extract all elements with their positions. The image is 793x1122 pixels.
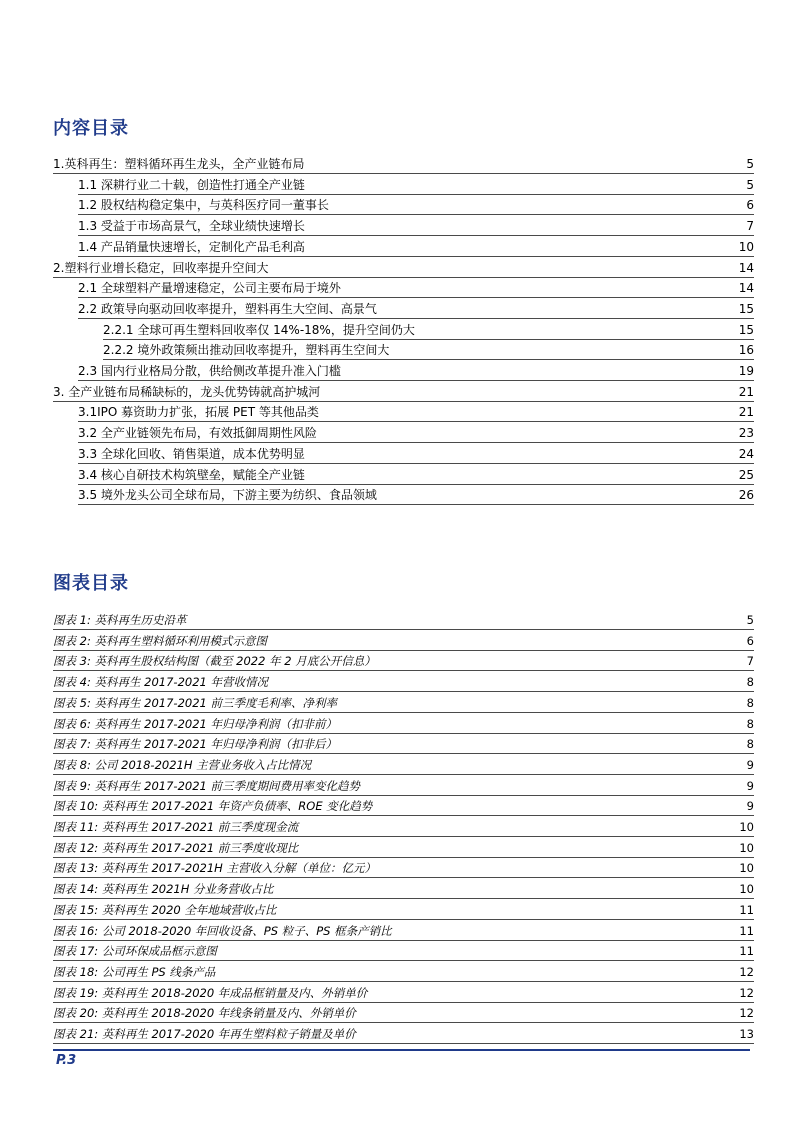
toc-entry-label: 1.2 股权结构稳定集中，与英科医疗同一董事长 xyxy=(78,198,329,213)
toc-entry-page: 14 xyxy=(738,260,754,275)
figure-entry[interactable] xyxy=(53,795,754,816)
toc-entry-label: 3. 全产业链布局稀缺标的，龙头优势铸就高护城河 xyxy=(53,384,321,399)
figure-entry-page: 9 xyxy=(746,757,754,772)
toc-entry[interactable] xyxy=(78,298,754,319)
toc-entry-label: 2.2.1 全球可再生塑料回收率仅 14%-18%，提升空间仍大 xyxy=(103,322,415,337)
figure-entry-label: 图表 6: 英科再生 2017-2021 年归母净利润（扣非前） xyxy=(53,716,337,731)
toc-entry[interactable] xyxy=(53,381,754,402)
toc-title: 内容目录 xyxy=(53,118,129,139)
figures-title: 图表目录 xyxy=(53,573,129,594)
figure-entry[interactable] xyxy=(53,1002,754,1023)
figure-entry-label: 图表 9: 英科再生 2017-2021 前三季度期间费用率变化趋势 xyxy=(53,778,360,793)
figure-entry-label: 图表 12: 英科再生 2017-2021 前三季度收现比 xyxy=(53,840,299,855)
toc-entry[interactable] xyxy=(78,422,754,443)
toc-entry-label: 3.5 境外龙头公司全球布局，下游主要为纺织、食品领域 xyxy=(78,488,377,503)
toc-entry-page: 26 xyxy=(738,488,754,503)
figure-entry[interactable] xyxy=(53,816,754,837)
figure-entry[interactable] xyxy=(53,692,754,713)
toc-entry-label: 3.1IPO 募资助力扩张，拓展 PET 等其他品类 xyxy=(78,405,319,420)
figure-entry[interactable] xyxy=(53,713,754,734)
figure-entry-label: 图表 16: 公司 2018-2020 年回收设备、PS 粒子、PS 框条产销比 xyxy=(53,923,392,938)
figure-entry-page: 13 xyxy=(739,1027,754,1041)
figure-entry-page: 10 xyxy=(739,861,754,876)
figure-entry[interactable] xyxy=(53,650,754,671)
toc-entry-page: 5 xyxy=(746,157,754,171)
figure-entry-label: 图表 14: 英科再生 2021H 分业务营收占比 xyxy=(53,882,274,897)
toc-entry-label: 3.2 全产业链领先布局，有效抵御周期性风险 xyxy=(78,426,317,441)
figure-entry-page: 12 xyxy=(739,964,754,979)
toc-entry-label: 1.4 产品销量快速增长，定制化产品毛利高 xyxy=(78,239,305,254)
toc-entry-label: 2.塑料行业增长稳定，回收率提升空间大 xyxy=(53,260,269,275)
toc-entry[interactable] xyxy=(103,319,754,340)
figure-entry-page: 12 xyxy=(739,1006,754,1021)
figure-entry-page: 11 xyxy=(739,923,754,938)
toc-entry-page: 16 xyxy=(738,343,754,358)
figure-entry-page: 5 xyxy=(746,613,754,627)
toc-entry-page: 24 xyxy=(738,446,754,461)
toc-entry[interactable] xyxy=(78,215,754,236)
figure-entry-label: 图表 2: 英科再生塑料循环利用模式示意图 xyxy=(53,633,268,648)
figure-entry-label: 图表 19: 英科再生 2018-2020 年成品框销量及内、外销单价 xyxy=(53,985,368,1000)
toc-entry[interactable] xyxy=(78,236,754,257)
toc-entry[interactable] xyxy=(78,464,754,485)
toc-entry-label: 1.1 深耕行业二十载，创造性打通全产业链 xyxy=(78,177,305,192)
figure-entry[interactable] xyxy=(53,1023,754,1044)
figure-entry[interactable] xyxy=(53,920,754,941)
figure-entry-label: 图表 4: 英科再生 2017-2021 年营收情况 xyxy=(53,675,268,690)
toc-entry[interactable] xyxy=(78,401,754,422)
toc-entry-label: 3.4 核心自研技术构筑壁垒，赋能全产业链 xyxy=(78,467,305,482)
figure-entry-page: 12 xyxy=(739,985,754,1000)
toc-entry-label: 2.1 全球塑料产量增速稳定，公司主要布局于境外 xyxy=(78,281,341,296)
figure-entry[interactable] xyxy=(53,671,754,692)
toc-entry-label: 2.2.2 境外政策频出推动回收率提升，塑料再生空间大 xyxy=(103,343,390,358)
figure-entry[interactable] xyxy=(53,940,754,961)
figure-entry-label: 图表 17: 公司环保成品框示意图 xyxy=(53,944,217,959)
toc-entry-page: 15 xyxy=(738,322,754,337)
toc-entry-page: 14 xyxy=(738,281,754,296)
figure-entry[interactable] xyxy=(53,899,754,920)
figure-entry-label: 图表 1: 英科再生历史沿革 xyxy=(53,613,187,627)
figure-entry[interactable] xyxy=(53,754,754,775)
figure-entry-page: 8 xyxy=(746,737,754,752)
toc-entry-label: 3.3 全球化回收、销售渠道，成本优势明显 xyxy=(78,446,305,461)
figure-entry-page: 10 xyxy=(739,820,754,834)
figure-entry-label: 图表 8: 公司 2018-2021H 主营业务收入占比情况 xyxy=(53,757,312,772)
figure-entry-page: 7 xyxy=(746,654,754,669)
figure-entry-label: 图表 20: 英科再生 2018-2020 年线条销量及内、外销单价 xyxy=(53,1006,356,1021)
figure-entry[interactable] xyxy=(53,733,754,754)
figure-entry-label: 图表 10: 英科再生 2017-2021 年资产负债率、ROE 变化趋势 xyxy=(53,799,373,814)
figure-entry[interactable] xyxy=(53,857,754,878)
footer-rule xyxy=(53,1049,750,1051)
figure-entry[interactable] xyxy=(53,837,754,858)
figure-entry-page: 9 xyxy=(746,778,754,793)
figure-entry[interactable] xyxy=(53,609,754,630)
figure-entry-page: 10 xyxy=(739,840,754,855)
toc-entry-page: 15 xyxy=(738,301,754,316)
figure-entry-label: 图表 18: 公司再生 PS 线条产品 xyxy=(53,964,216,979)
toc-entry[interactable] xyxy=(103,339,754,360)
toc-entry[interactable] xyxy=(78,484,754,505)
figure-entry-label: 图表 13: 英科再生 2017-2021H 主营收入分解（单位：亿元） xyxy=(53,861,376,876)
toc-entry-label: 2.2 政策导向驱动回收率提升，塑料再生大空间、高景气 xyxy=(78,301,377,316)
figure-entry[interactable] xyxy=(53,961,754,982)
figure-entry-label: 图表 7: 英科再生 2017-2021 年归母净利润（扣非后） xyxy=(53,737,337,752)
figure-entry[interactable] xyxy=(53,878,754,899)
toc-entry-label: 2.3 国内行业格局分散，供给侧改革提升准入门槛 xyxy=(78,364,341,378)
toc-entry-page: 10 xyxy=(738,239,754,254)
figure-entry-label: 图表 3: 英科再生股权结构图（截至 2022 年 2 月底公开信息） xyxy=(53,654,376,669)
toc-entry-page: 6 xyxy=(746,198,754,213)
figure-entry[interactable] xyxy=(53,982,754,1003)
toc-entry[interactable] xyxy=(53,153,754,174)
figure-entry-page: 9 xyxy=(746,799,754,814)
toc-entry[interactable] xyxy=(78,174,754,195)
figure-entry-page: 8 xyxy=(746,716,754,731)
toc-entry[interactable] xyxy=(78,277,754,298)
figure-entry-label: 图表 15: 英科再生 2020 全年地域营收占比 xyxy=(53,902,277,917)
page-number: P.3 xyxy=(56,1053,77,1068)
toc-entry-page: 5 xyxy=(746,177,754,192)
figure-entry[interactable] xyxy=(53,630,754,651)
figure-entry-page: 11 xyxy=(739,944,754,959)
toc-entry[interactable] xyxy=(78,443,754,464)
toc-entry[interactable] xyxy=(53,257,754,278)
figure-entry[interactable] xyxy=(53,775,754,796)
toc-entry-label: 1.3 受益于市场高景气，全球业绩快速增长 xyxy=(78,219,305,234)
figure-entry-page: 11 xyxy=(739,902,754,917)
toc-entry-label: 1.英科再生：塑料循环再生龙头，全产业链布局 xyxy=(53,157,305,171)
figure-entry-page: 8 xyxy=(746,695,754,710)
toc-entry-page: 7 xyxy=(746,219,754,234)
toc-entry[interactable] xyxy=(78,360,754,381)
figure-entry-page: 6 xyxy=(746,633,754,648)
figure-entry-page: 10 xyxy=(739,882,754,897)
toc-entry-page: 23 xyxy=(738,426,754,441)
toc-entry-page: 21 xyxy=(738,405,754,420)
figure-entry-page: 8 xyxy=(746,675,754,690)
toc-entry-page: 19 xyxy=(738,364,754,378)
toc-entry[interactable] xyxy=(78,194,754,215)
figure-entry-label: 图表 11: 英科再生 2017-2021 前三季度现金流 xyxy=(53,820,299,834)
toc-entry-page: 21 xyxy=(738,384,754,399)
toc-entry-page: 25 xyxy=(738,467,754,482)
figure-entry-label: 图表 21: 英科再生 2017-2020 年再生塑料粒子销量及单价 xyxy=(53,1027,356,1041)
figure-entry-label: 图表 5: 英科再生 2017-2021 前三季度毛利率、净利率 xyxy=(53,695,337,710)
